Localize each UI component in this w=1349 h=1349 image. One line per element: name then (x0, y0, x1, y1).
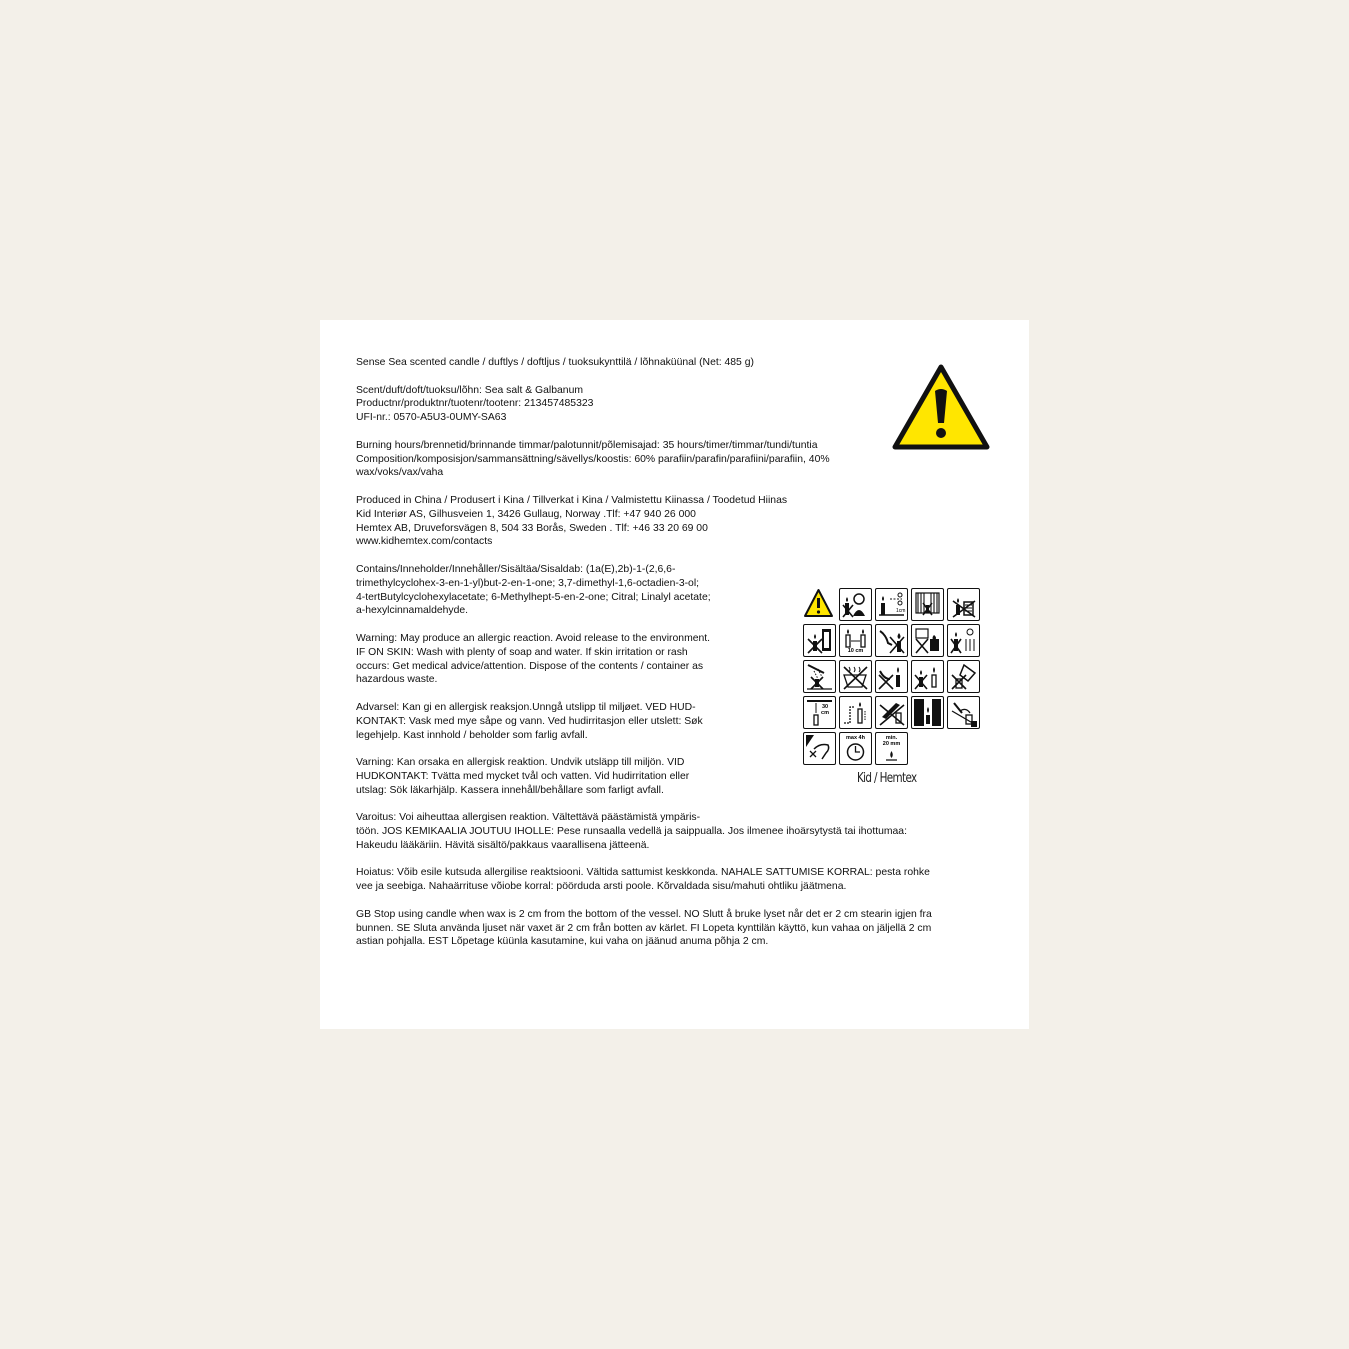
stop-use-line-3: astian pohjalla. EST Lõpetage küünla kasutamine, kui vaha on jäänud anuma põhja 2 cm. (356, 936, 769, 948)
warning-et (356, 866, 996, 894)
warning-en-line-2: IF ON SKIN: Wash with plenty of soap and water. If skin irritation or rash (356, 646, 688, 658)
height-label: 30 cm (821, 704, 829, 716)
no-curtains-icon (911, 588, 944, 621)
do-not-inhale-icon (803, 732, 836, 765)
warning-et-line-2: vee ja seebiga. Nahaärrituse võiobe korral: pöörduda arsti poole. Kõrvaldada sisu/mahuti ohtliku jäätmena. (356, 881, 847, 893)
produced-line: Produced in China / Produsert i Kina / Tillverkat i Kina / Valmistettu Kiinassa / Toodetud Hiinas (356, 494, 788, 506)
product-label (320, 320, 1029, 1029)
warning-fi-line-2: töön. JOS KEMIKAALIA JOUTUU IHOLLE: Pese runsaalla vedellä ja saippualla. Jos ilmenee ihoärsytystä tai ihottumaa: (356, 826, 907, 838)
shelf-height-icon (803, 696, 836, 729)
warning-fi-line-1: Varoitus: Voi aiheuttaa allergisen reaktion. Vältettävä päästämistä ympäris- (356, 812, 701, 824)
no-refill-icon (947, 660, 980, 693)
min-wick-label: 20 mm (882, 741, 901, 747)
warning-no-line-2: KONTAKT: Vask med mye såpe og vann. Ved hudirritasjon eller utslett: Søk (356, 715, 703, 727)
no-knife-icon (875, 696, 908, 729)
kid-address-line: Kid Interiør AS, Gilhusveien 1, 3426 Gullaug, Norway .Tlf: +47 940 26 000 (356, 508, 696, 520)
contains-line-3: 4-tertButylcyclohexylacetate; 6-Methylhept-5-en-2-one; Citral; Linalyl acetate; (356, 591, 711, 603)
do-not-touch-flame-icon (875, 624, 908, 657)
svg-text:1cm: 1cm (896, 608, 906, 614)
burning-hours-line: Burning hours/brennetid/brinnande timmar/palotunnit/põlemisajad: 35 hours/timer/timmar/tundi/tuntia (356, 439, 818, 451)
warning-fi-line-3: Hakeudu lääkäriin. Hävitä sisältö/pakkaus vaarallisena jätteenä. (356, 839, 650, 851)
max-time-label: max 4h (846, 735, 865, 741)
candle-distance-icon (839, 624, 872, 657)
safety-pictograms (803, 588, 983, 786)
stop-use-section (356, 908, 996, 949)
no-burn-all-icon (911, 660, 944, 693)
warning-en-line-1: Warning: May produce an allergic reaction. Avoid release to the environment. (356, 632, 711, 644)
stop-use-line-1: GB Stop using candle when wax is 2 cm from the bottom of the vessel. NO Slutt å bruke lyset når det er 2 cm stearin igjen fra (356, 908, 932, 920)
no-heat-source-icon (911, 624, 944, 657)
keep-upright-icon (947, 624, 980, 657)
warning-fi (356, 811, 996, 852)
warning-en-line-4: hazardous waste. (356, 674, 438, 686)
trim-wick-icon (875, 588, 908, 621)
warning-se-line-1: Varning: Kan orsaka en allergisk reaktion. Undvik utsläpp till miljön. VID (356, 757, 685, 769)
min-wick-length-icon (875, 732, 908, 765)
no-children-icon (839, 588, 872, 621)
contains-line-1: Contains/Inneholder/Innehåller/Sisältäa/Sisaldab: (1a(E),2b)-1-(2,6,6- (356, 563, 676, 575)
warning-no-line-3: legehjelp. Kast innhold / beholder som farlig avfall. (356, 729, 588, 741)
warning-se-line-2: HUDKONTAKT: Tvätta med mycket tvål och vatten. Vid hudirritation eller (356, 770, 690, 782)
max-burn-time-icon (839, 732, 872, 765)
product-title: Sense Sea scented candle / duftlys / doftljus / tuoksukynttilä / lõhnaküünal (Net: 485 g) (356, 357, 754, 368)
warning-no-line-1: Advarsel: Kan gi en allergisk reaksjon.Unngå utslipp til miljøet. VED HUD- (356, 701, 696, 713)
contains-line-2: trimethylcyclohex-3-en-1-yl)but-2-en-1-one; 3,7-dimethyl-1,6-octadien-3-ol; (356, 577, 700, 589)
min-label: min. (885, 735, 898, 741)
origin-section (356, 494, 996, 549)
scent-line: Scent/duft/doft/tuoksu/lõhn: Sea salt & Galbanum (356, 384, 584, 396)
website-line: www.kidhemtex.com/contacts (356, 536, 493, 548)
distance-label: 10 cm (847, 648, 864, 654)
no-draught-icon (803, 624, 836, 657)
hemtex-address-line: Hemtex AB, Druveforsvägen 8, 504 33 Borås, Sweden . Tlf: +46 33 20 69 00 (356, 522, 708, 534)
product-number-line: Productnr/produktnr/tuotenr/tootenr: 213457485323 (356, 398, 594, 410)
composition-line-2: wax/voks/vax/vaha (356, 467, 444, 479)
no-water-extinguish-icon (803, 660, 836, 693)
indoor-only-icon (911, 696, 944, 729)
burn-evenly-icon (839, 696, 872, 729)
extinguish-with-snuffer-icon (947, 696, 980, 729)
contains-line-4: a-hexylcinnamaldehyde. (356, 605, 469, 617)
brand-name: Kid / Hemtex (857, 771, 917, 786)
warning-triangle-icon (891, 363, 991, 453)
composition-line-1: Composition/komposisjon/sammansättning/sävellys/koostis: 60% parafiin/parafin/parafiini/parafiin, 40% (356, 453, 830, 465)
no-moving-icon (875, 660, 908, 693)
warning-se-line-3: utslag: Sök läkarhjälp. Kassera innehåll/behållare som farligt avfall. (356, 784, 664, 796)
warning-en-line-3: occurs: Get medical advice/attention. Dispose of the contents / container as (356, 660, 704, 672)
ufi-line: UFI-nr.: 0570-A5U3-0UMY-SA63 (356, 412, 507, 424)
warning-et-line-1: Hoiatus: Võib esile kutsuda allergilise reaktsiooni. Vältida sattumist keskkonda. NAHALE SATTUMISE KORRAL: pesta rohke (356, 867, 930, 879)
small-warning-icon (803, 588, 834, 619)
no-flammable-nearby-icon (947, 588, 980, 621)
stop-use-line-2: bunnen. SE Sluta använda ljuset när vaxet är 2 cm från botten av kärlet. FI Lopeta kynttilän käyttö, kun vahaa on jäljellä 2 cm (356, 922, 932, 934)
no-hot-surface-icon (839, 660, 872, 693)
